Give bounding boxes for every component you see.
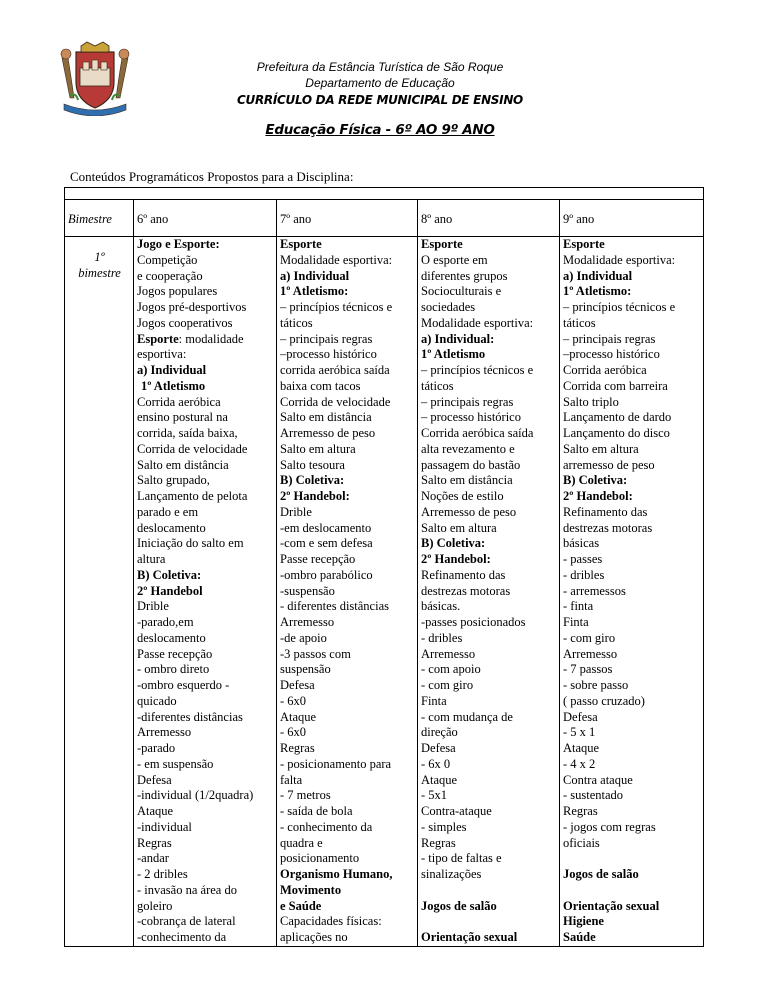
list-item: Corrida aeróbica saída — [421, 426, 534, 440]
list-item: B) Coletiva: — [563, 473, 628, 488]
list-item: Finta — [563, 615, 589, 629]
list-item: passagem do bastão — [421, 457, 521, 472]
list-item: Finta — [421, 693, 447, 708]
list-item: a) Individual — [280, 268, 350, 283]
intro-text: Conteúdos Programáticos Propostos para a Disciplina: — [70, 169, 354, 184]
list-item: - 6x 0 — [421, 756, 451, 771]
list-item: goleiro — [137, 898, 173, 913]
curriculum-table — [64, 187, 704, 947]
list-item: - 6x0 — [280, 725, 307, 740]
list-item: – princípios técnicos e — [421, 363, 534, 377]
list-item: - passes — [563, 552, 603, 566]
list-item: destrezas motoras — [421, 583, 511, 598]
list-item-bold: Esporte — [137, 331, 179, 346]
list-item: táticos — [563, 315, 596, 330]
list-item: Defesa — [421, 741, 456, 755]
list-item: esportiva: — [137, 347, 187, 362]
list-item: Corrida aeróbica — [137, 394, 221, 409]
list-item: -cobrança de lateral — [137, 914, 236, 929]
list-item: Salto em altura — [280, 441, 356, 456]
list-item: Ataque — [421, 772, 458, 787]
list-item: – principais regras — [563, 331, 656, 346]
list-item: sinalizações — [421, 867, 482, 881]
list-item: 1º Atletismo — [141, 378, 206, 393]
list-item: oficiais — [563, 835, 600, 850]
table-row-1-bimestre — [65, 237, 704, 947]
list-item: a) Individual — [137, 363, 207, 377]
list-item: Arremesso de peso — [280, 426, 376, 440]
list-item — [421, 914, 557, 930]
header-curriculo: CURRÍCULO DA REDE MUNICIPAL DE ENSINO — [237, 93, 523, 107]
list-item: ensino postural na — [137, 410, 228, 425]
list-item: 1º Atletismo: — [563, 284, 632, 299]
list-item: Refinamento das — [563, 504, 648, 519]
list-item: arremesso de peso — [563, 457, 655, 472]
list-item: Arremesso — [421, 646, 476, 661]
list-item: - posicionamento para — [280, 756, 392, 771]
list-item: Drible — [137, 599, 169, 614]
list-item: - 5x1 — [421, 788, 448, 803]
list-item: táticos — [421, 378, 454, 393]
list-item: Jogos de salão — [563, 867, 639, 881]
list-item: - finta — [563, 599, 594, 614]
page-title: Educação Física - 6º AO 9º ANO — [265, 122, 495, 138]
list-item: - conhecimento da — [280, 819, 373, 834]
list-item: Higiene — [563, 914, 604, 929]
list-item: Jogos pré-desportivos — [137, 300, 247, 314]
list-item: Salto triplo — [563, 394, 619, 409]
list-item: Salto grupado, — [137, 473, 210, 488]
list-item: B) Coletiva: — [280, 473, 345, 488]
header-bimestre: Bimestre — [65, 200, 134, 237]
list-item: e Saúde — [280, 898, 322, 913]
list-item: - 7 metros — [280, 788, 331, 803]
list-item: - sustentado — [563, 788, 624, 803]
list-item: parado e em — [137, 504, 199, 519]
list-item: –processo histórico — [280, 347, 377, 362]
list-item: - 2 dribles — [137, 867, 188, 881]
list-item: destrezas motoras — [563, 520, 653, 535]
list-item: Defesa — [280, 678, 315, 692]
list-item: Contra ataque — [563, 772, 633, 787]
list-item: deslocamento — [137, 520, 206, 535]
list-item: e cooperação — [137, 268, 203, 283]
list-item: B) Coletiva: — [137, 567, 202, 582]
content-7ano — [277, 237, 418, 947]
list-item: Corrida com barreira — [563, 378, 668, 393]
list-item: 1º Atletismo: — [280, 284, 349, 299]
list-item: Modalidade esportiva: — [421, 315, 534, 330]
header-6ano: 6º ano — [134, 200, 277, 237]
list-item: Passe recepção — [137, 646, 213, 661]
list-item: diferentes grupos — [421, 268, 508, 283]
list-item: Organismo Humano, — [280, 867, 393, 881]
list-item: -individual (1/2quadra) — [137, 788, 254, 803]
list-item: -de apoio — [280, 630, 327, 645]
list-item: ( passo cruzado) — [563, 693, 645, 708]
list-item: deslocamento — [137, 630, 206, 645]
list-item: - invasão na área do — [137, 882, 237, 897]
list-item: Salto em altura — [421, 520, 497, 535]
list-item: - com apoio — [421, 662, 481, 677]
list-item: aplicações no — [280, 930, 348, 944]
list-item: 2º Handebol — [137, 583, 203, 598]
list-item: - saída de bola — [280, 804, 353, 818]
list-item: Arremesso — [137, 725, 192, 740]
list-item: alta revezamento e — [421, 441, 515, 456]
list-item: Esporte — [421, 237, 463, 251]
list-item: Saúde — [563, 930, 596, 944]
list-item: básicas — [563, 536, 600, 551]
list-item: Lançamento de pelota — [137, 489, 248, 503]
content-9ano — [560, 237, 704, 947]
municipal-crest-logo — [56, 38, 134, 116]
list-item: Jogos de salão — [421, 898, 497, 913]
list-item: a) Individual — [563, 268, 633, 283]
list-item: - em suspensão — [137, 756, 214, 771]
list-item: Salto em distância — [421, 473, 513, 488]
list-item: -3 passos com — [280, 646, 351, 661]
list-item: quicado — [137, 693, 177, 708]
list-item: Corrida aeróbica — [563, 363, 647, 377]
list-item: Competição — [137, 252, 198, 267]
list-item: 2º Handebol: — [280, 489, 350, 503]
list-item: B) Coletiva: — [421, 536, 486, 551]
list-item: Jogos cooperativos — [137, 315, 233, 330]
list-item: -ombro parabólico — [280, 567, 373, 582]
list-item: - dribles — [421, 630, 463, 645]
list-item: 1º Atletismo — [421, 347, 486, 362]
list-item: Contra-ataque — [421, 804, 492, 818]
list-item: Drible — [280, 504, 312, 519]
list-item: Orientação sexual — [563, 898, 660, 913]
list-item: Movimento — [280, 882, 342, 897]
list-item: Iniciação do salto em — [137, 536, 244, 551]
list-item: Regras — [280, 741, 315, 755]
header-departamento: Departamento de Educação — [305, 76, 455, 90]
list-item: -parado,em — [137, 615, 194, 629]
list-item: – principais regras — [421, 394, 514, 409]
list-item: direção — [421, 725, 458, 740]
list-item: -passes posicionados — [421, 615, 526, 629]
list-item: -em deslocamento — [280, 520, 372, 535]
list-item: -com e sem defesa — [280, 536, 373, 551]
list-item: Regras — [563, 804, 598, 818]
list-item: -ombro esquerdo - — [137, 678, 230, 692]
list-item: Lançamento do disco — [563, 426, 670, 440]
table-blank-row — [65, 188, 704, 200]
list-item: Esporte — [563, 237, 605, 251]
list-item: - 4 x 2 — [563, 756, 596, 771]
list-item: quadra e — [280, 835, 323, 850]
list-item: Modalidade esportiva: — [280, 252, 393, 267]
header-9ano: 9º ano — [560, 200, 704, 237]
list-item — [563, 851, 701, 867]
list-item: -parado — [137, 741, 176, 755]
content-8ano — [418, 237, 560, 947]
list-item: - simples — [421, 819, 467, 834]
list-item: – principais regras — [280, 331, 373, 346]
list-item: Esporte — [280, 237, 322, 251]
table-header-row — [65, 200, 704, 237]
list-item: Ataque — [563, 741, 600, 755]
list-item: corrida, saída baixa, — [137, 426, 238, 440]
list-item: –processo histórico — [563, 347, 660, 362]
list-item: Regras — [421, 835, 456, 850]
list-item: - 6x0 — [280, 693, 307, 708]
list-item: – processo histórico — [421, 410, 521, 425]
list-item: suspensão — [280, 662, 331, 677]
list-item: – princípios técnicos e — [563, 300, 676, 314]
header-7ano: 7º ano — [277, 200, 418, 237]
list-item: - jogos com regras — [563, 819, 656, 834]
list-item — [563, 883, 701, 899]
list-item: Ataque — [280, 709, 317, 724]
list-item: 2º Handebol: — [563, 489, 633, 503]
list-item: Refinamento das — [421, 567, 506, 582]
list-item: Corrida de velocidade — [280, 394, 391, 409]
list-item: Capacidades físicas: — [280, 914, 382, 929]
list-item: a) Individual: — [421, 331, 495, 346]
content-6ano — [134, 237, 277, 947]
list-item: Passe recepção — [280, 552, 356, 566]
list-item: Jogos populares — [137, 284, 218, 299]
list-item: -individual — [137, 819, 192, 834]
list-item: - com giro — [421, 678, 474, 692]
list-item: Ataque — [137, 804, 174, 818]
list-item: Arremesso — [563, 646, 618, 661]
list-item: - 5 x 1 — [563, 725, 596, 740]
list-item: Salto em distância — [280, 410, 372, 425]
list-item: Arremesso — [280, 615, 335, 629]
list-item: Orientação sexual — [421, 930, 518, 944]
list-item — [137, 332, 274, 348]
list-item: táticos — [280, 315, 313, 330]
list-item: O esporte em — [421, 252, 488, 267]
list-item: Salto em distância — [137, 457, 229, 472]
list-item: - tipo de faltas e — [421, 851, 502, 866]
header-prefeitura: Prefeitura da Estância Turística de São Roque — [256, 60, 504, 74]
list-item: - com mudança de — [421, 709, 513, 724]
list-item: Noções de estilo — [421, 489, 504, 503]
list-item: - ombro direto — [137, 662, 210, 677]
list-item: -diferentes distâncias — [137, 709, 243, 724]
list-item-rest: : modalidade — [178, 331, 244, 346]
list-item: Jogo e Esporte: — [137, 237, 220, 251]
list-item: corrida aeróbica saída — [280, 363, 390, 377]
list-item: -conhecimento da — [137, 930, 227, 944]
list-item — [421, 883, 557, 899]
list-item: - arremessos — [563, 583, 626, 598]
list-item: básicas. — [421, 599, 461, 614]
list-item: Arremesso de peso — [421, 504, 517, 519]
list-item: - com giro — [563, 630, 616, 645]
list-item: - sobre passo — [563, 678, 629, 692]
list-item: Salto em altura — [563, 441, 639, 456]
bimestre-label: bimestre — [78, 265, 121, 280]
header-8ano: 8º ano — [418, 200, 560, 237]
list-item: altura — [137, 552, 166, 566]
list-item: posicionamento — [280, 851, 360, 866]
list-item: Defesa — [563, 709, 598, 724]
list-item: 2º Handebol: — [421, 552, 491, 566]
list-item: Socioculturais e — [421, 284, 502, 299]
list-item: Salto tesoura — [280, 457, 345, 472]
list-item: - diferentes distâncias — [280, 599, 389, 614]
list-item: Regras — [137, 835, 172, 850]
list-item: - 7 passos — [563, 662, 613, 677]
bimestre-cell — [65, 237, 134, 947]
list-item: -andar — [137, 851, 169, 866]
list-item: – princípios técnicos e — [280, 300, 393, 314]
list-item: sociedades — [421, 300, 476, 314]
list-item: baixa com tacos — [280, 378, 361, 393]
list-item: Modalidade esportiva: — [563, 252, 676, 267]
list-item: Corrida de velocidade — [137, 441, 248, 456]
list-item: Lançamento de dardo — [563, 410, 672, 425]
list-item: falta — [280, 772, 303, 787]
list-item: - dribles — [563, 567, 605, 582]
list-item: -suspensão — [280, 583, 335, 598]
list-item: Defesa — [137, 772, 172, 787]
bimestre-number: 1º — [94, 250, 105, 264]
